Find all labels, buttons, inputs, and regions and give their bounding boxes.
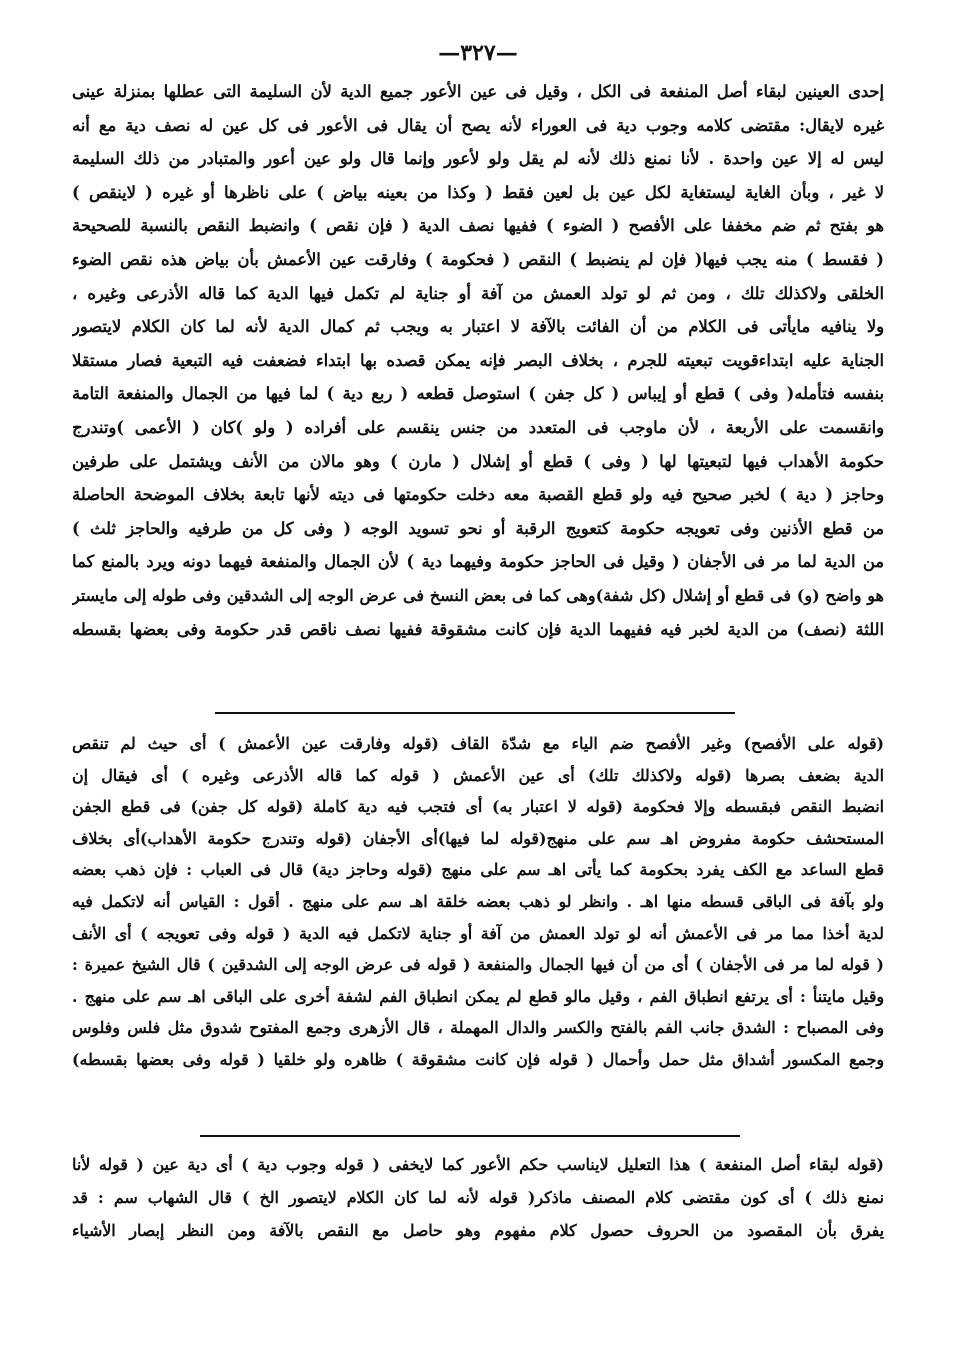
- footnote-line: وقيل مايتنأ : أى يرتفع انطباق الفم ، وقيل مالو قطع لم يمكن انطباق الفم لشفة أخرى على الباقى اهـ سم على منهج .: [72, 986, 884, 1006]
- footnote-line: المستحشف حكومة مفروض اهـ سم على منهج(قوله لما فيها)أى الأجفان (قوله وتندرج حكومة الأهداب)أى بخلاف: [72, 828, 884, 848]
- footnote-line: ولو بآفة فى الباقى قسطه منها اهـ . وانظر لو ذهب بعضه خلقة اهـ سم على منهج . أقول : القياس أنه لاتكمل فيه: [72, 891, 884, 911]
- footnote-divider: [215, 712, 735, 714]
- main-text-line: اللثة (نصف) من الدية لخبر فيه ففيهما الدية فإن كانت مشقوقة ففيها نصف ناقص قدر حكومة وفى بعضها بقسطه: [72, 619, 884, 639]
- footnote-divider: [200, 1135, 740, 1137]
- page-number: —٣٢٧—: [438, 40, 518, 66]
- footnote-line: يفرق بأن المقصود من الحروف حصول كلام مفهوم وهو حاصل مع النقص بالآفة ومن النظر إبصار الأشياء: [72, 1221, 884, 1240]
- main-text-line: وانقسمت على الأربعة ، لأن ماوجب فى المتعدد من جنس ينقسم على أفراده ( ولو )كان ( الأعمى )وتندرج: [72, 417, 884, 437]
- main-text-line: ( فقسط ) منه يجب فيها( فإن لم ينضبط ) النقص ( فحكومة ) وفارقت عين الأعمش بأن بياض هذه نقص الضوء: [72, 249, 884, 269]
- main-text: [72, 75, 884, 646]
- main-text-line: ولا ينافيه مايأتى فى الكلام من أن الفائت بالآفة لا اعتبار به ويجب ثم كمال الدية لأنه لما كان الكلام لايتصور: [72, 317, 884, 337]
- main-text-line: ليس له إلا عين واحدة . لأنا نمنع ذلك لأنه لم يقل ولو لأعور وإنما قال ولو عين أعور والمتبادر من ذلك السليمة: [72, 149, 884, 169]
- main-text-line: وحاجز ( دية ) لخبر صحيح فيه ولو قطع القصبة معه دخلت حكومتها فى ديته لأنها تابعة بخلاف الموضحة الحاصلة: [72, 485, 884, 505]
- footnote-line: الدية بضعف بصرها (قوله ولاكذلك تلك) أى عين الأعمش ( قوله كما قاله الأذرعى وغيره ) أى فيقال إن: [72, 765, 884, 785]
- main-text-line: حكومة الأهداب فيها لتبعيتها لها ( وفى ) قطع أو إشلال ( مارن ) وهو مالان من الأنف ويشتمل على طرفين: [72, 451, 884, 471]
- footnotes-first: [72, 728, 884, 1076]
- main-text-line: بنفسه فتأمله( وفى ) قطع أو إيباس ( كل جفن ) استوصل قطعه ( ربع دية ) لما فيها من الجمال والمنفعة التامة: [72, 384, 884, 404]
- footnote-line: وفى المصباح : الشدق جانب الفم بالفتح والكسر والدال المهملة ، قال الأزهرى وجمع المفتوح شدوق مثل فلس وفلوس: [72, 1018, 884, 1038]
- main-text-line: هو واضح (و) فى قطع أو إشلال (كل شفة)وهى كما فى بعض النسخ فى عرض الوجه إلى الشدقين وفى طوله إلى مايستر: [72, 585, 884, 605]
- main-text-line: هو بفتح ثم ضم مخففا على الأفصح ( الضوء ) ففيها نصف الدية ( فإن نقص ) وانضبط النقص بالنسبة للصحيحة: [72, 216, 884, 236]
- footnote-line: نمنع ذلك ) أى كون مقتضى كلام المصنف ماذكر( قوله لأنه لما كان الكلام لايتصور الخ ) قال الشهاب سم : قد: [72, 1188, 884, 1207]
- main-text-line: إحدى العينين لبقاء أصل المنفعة فى الكل ، وقيل فى عين الأعور جميع الدية لأن السليمة التى عطلها بمنزلة عينى: [72, 82, 884, 101]
- main-text-line: لا غير ، وبأن الغاية ليستغاية لكل عين بل لعين فقط ( وكذا من بعينه بياض ) على ناظرها أو غيره ( لاينقص ): [72, 182, 884, 202]
- footnote-line: ( قوله لما مر فى الأجفان ) أى من أن فيها الجمال والمنفعة ( قوله فى عرض الوجه إلى الشدقين ) قال الشيخ عميرة :: [72, 955, 884, 975]
- main-text-line: من قطع الأذنين وفى تعويجه حكومة كتعويج الرقبة أو نحو تسويد الوجه ( وفى كل من طرفيه والحاجز ثلث ): [72, 518, 884, 538]
- main-text-line: غيره لايقال: مقتضى كلامه وجوب دية فى العوراء لأنه يصح أن يقال فى الأعور فى كل عين له نصف دية مع أنه: [72, 115, 884, 135]
- footnotes-second: [72, 1148, 884, 1247]
- main-text-line: الجناية عليه ابتداءقويت تبعيته للجرم ، بخلاف البصر فإنه يمكن قصده بها ابتداء فضعفت فيه التبعية فصار مستقلا: [72, 350, 884, 370]
- main-text-line: الخلقى ولاكذلك تلك ، ومن ثم لو تولد العمش من آفة أو جناية لم تكمل فيها الدية كما قاله الأذرعى وغيره ،: [72, 283, 884, 303]
- footnote-line: انضبط النقص فبقسطه وإلا فحكومة (قوله لا اعتبار به) أى فتجب فيه دية كاملة (قوله كل جفن) فى قطع الجفن: [72, 797, 884, 817]
- footnote-line: (قوله لبقاء أصل المنفعة ) هذا التعليل لايناسب حكم الأعور كما لايخفى ( قوله وجوب دية ) أى دية عين ( قوله لأنا: [72, 1155, 884, 1174]
- footnote-line: (قوله على الأفصح) وغير الأفصح ضم الياء مع شدّة القاف (قوله وفارقت عين الأعمش ) أى حيث لم تنقص: [72, 734, 884, 753]
- footnote-line: وجمع المكسور أشداق مثل حمل وأحمال ( قوله فإن كانت مشقوقة ) ظاهره ولو خلقيا ( قوله وفى بعضها بقسطه): [72, 1049, 884, 1069]
- footnote-line: قطع الساعد مع الكف يفرد بحكومة كما يأتى اهـ سم على منهج (قوله وحاجز دية) قال فى العباب : فإن ذهب بعضه: [72, 860, 884, 880]
- footnote-line: لدية أخذا مما مر فى الأعمش أنه لو تولد العمش من آفة أو جناية لاتكمل فيه الدية ( قوله وفى تعويجه ) أى الأنف: [72, 923, 884, 943]
- main-text-line: من الدية لما مر فى الأجفان ( وقيل فى الحاجز حكومة وفيهما دية ) لأن الجمال والمنفعة فيهما دونه ويرد بالمنع كما: [72, 552, 884, 572]
